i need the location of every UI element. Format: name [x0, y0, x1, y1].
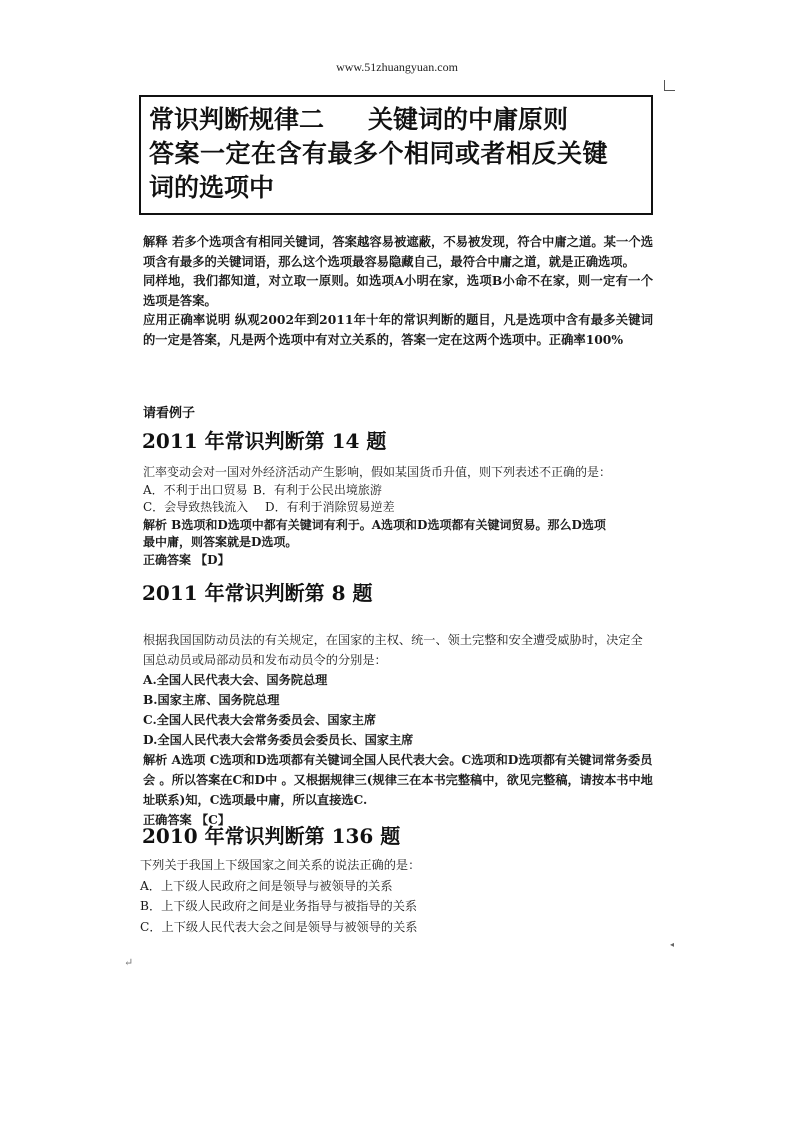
see-example-label: 请看例子 — [143, 406, 196, 421]
question-1-body — [143, 464, 653, 570]
question-1-analysis-line-1: 解析 B选项和D选项中都有关键词有利于。A选项和D选项都有关键词贸易。那么D选项 — [143, 517, 606, 532]
question-2-title: 2011 年常识判断第 8 题 — [142, 581, 373, 605]
question-2-option-b: B.国家主席、国务院总理 — [143, 693, 280, 707]
question-1-option-d: D．有利于消除贸易逆差 — [265, 500, 395, 515]
question-1-options-row-1 — [143, 482, 653, 500]
question-2-option-a: A.全国人民代表大会、国务院总理 — [143, 673, 328, 687]
explanation-section — [143, 232, 653, 350]
question-1-analysis-line-2: 最中庸，则答案就是D选项。 — [143, 535, 298, 550]
question-3-option-a: A．上下级人民政府之间是领导与被领导的关系 — [140, 878, 393, 893]
question-1-options-row-2 — [143, 499, 653, 517]
page-url: www.51zhuangyuan.com — [336, 60, 458, 74]
rule-title-line-1 — [149, 103, 643, 137]
question-3-body — [140, 855, 650, 937]
question-1-option-b: B．有利于公民出境旅游 — [253, 482, 382, 497]
explanation-paragraph-2: 同样地，我们都知道，对立取一原则。如选项A小明在家，选项B小命不在家，则一定有一个选项是答案。 — [143, 273, 653, 308]
scan-speck-mark: ◂ — [670, 940, 675, 949]
question-1-answer: 正确答案 【D】 — [143, 552, 230, 567]
question-1-option-a: A．不利于出口贸易 — [143, 482, 248, 497]
rule-name: 常识判断规律二 — [149, 105, 325, 134]
paragraph-return-mark: ↵ — [124, 956, 134, 969]
corner-crop-mark — [664, 80, 675, 91]
question-3-title: 2010 年常识判断第 136 题 — [142, 824, 401, 848]
question-2-option-c: C.全国人民代表大会常务委员会、国家主席 — [143, 713, 377, 727]
rule-title-line-2: 答案一定在含有最多个相同或者相反关键 — [149, 139, 609, 168]
question-2-answer: 正确答案 【C】 — [143, 813, 231, 827]
rule-principle: 关键词的中庸原则 — [368, 105, 569, 134]
question-2-body — [143, 630, 653, 830]
explanation-paragraph-1: 解释 若多个选项含有相同关键词，答案越容易被遮蔽，不易被发现，符合中庸之道。某一个选项含有最多的关键词语，那么这个选项最容易隐藏自己，最符合中庸之道，就是正确选项。 — [143, 234, 653, 269]
explanation-paragraph-3: 应用正确率说明 纵观2002年到2011年十年的常识判断的题目，凡是选项中含有最多关键词的一定是答案，凡是两个选项中有对立关系的，答案一定在这两个选项中。正确率100% — [143, 312, 653, 347]
question-1-stem: 汇率变动会对一国对外经济活动产生影响，假如某国货币升值，则下列表述不正确的是： — [143, 465, 612, 479]
question-3-option-b: B．上下级人民政府之间是业务指导与被指导的关系 — [140, 899, 418, 913]
question-3-stem: 下列关于我国上下级国家之间关系的说法正确的是： — [140, 858, 421, 872]
question-2-stem: 根据我国国防动员法的有关规定，在国家的主权、统一、领土完整和安全遭受威胁时，决定全国总动员或局部动员和发布动员令的分别是： — [143, 633, 643, 667]
question-2-option-d: D.全国人民代表大会常务委员会委员长、国家主席 — [143, 733, 414, 747]
question-3-option-c: C．上下级人民代表大会之间是领导与被领导的关系 — [140, 919, 418, 934]
rule-title-line-3: 词的选项中 — [149, 173, 275, 202]
question-2-analysis: 解析 A选项 C选项和D选项都有关键词全国人民代表大会。C选项和D选项都有关键词常务委员会 。所以答案在C和D中 。又根据规律三(规律三在本书完整稿中，欲见完整稿，请按本书中地址联系)知，C选项最中庸，所以直接选C. — [143, 753, 653, 807]
rule-title-box — [139, 95, 653, 215]
question-1-option-c: C．会导致热钱流入 — [143, 500, 249, 515]
question-1-title: 2011 年常识判断第 14 题 — [142, 429, 387, 453]
